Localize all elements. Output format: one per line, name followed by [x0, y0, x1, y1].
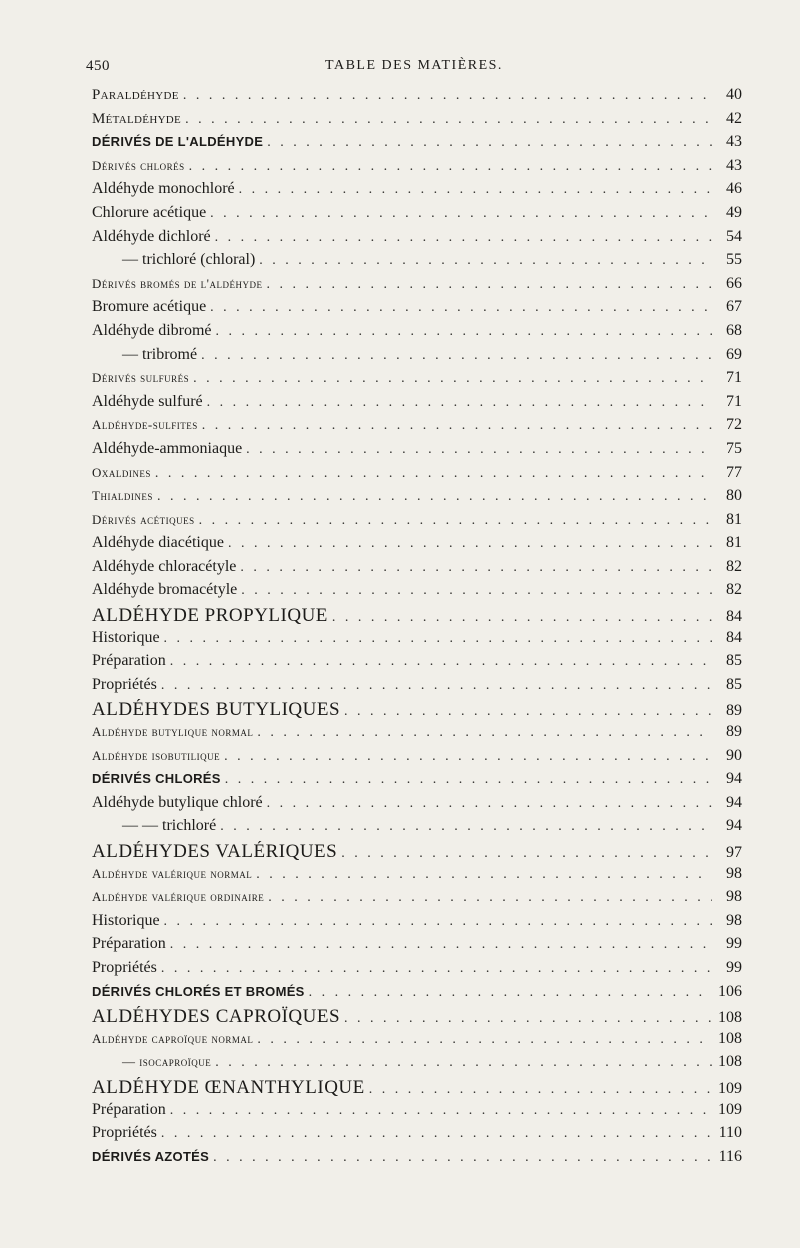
toc-entry: [92, 440, 742, 464]
toc-entry: [92, 1077, 742, 1101]
toc-entry-label: Propriétés: [92, 958, 157, 976]
toc-entry: [92, 298, 742, 322]
dot-leader: [161, 1126, 712, 1142]
toc-entry-page: 81: [726, 510, 742, 528]
toc-entry-page: 110: [718, 1124, 742, 1142]
toc-entry-label: Aldéhyde-sulfites: [92, 417, 198, 433]
dot-leader: [257, 725, 712, 741]
dot-leader: [202, 418, 712, 434]
toc-entry: [92, 133, 742, 157]
dot-leader: [216, 324, 712, 340]
page-header: [86, 58, 742, 82]
dot-leader: [199, 513, 712, 529]
toc-entry: [92, 605, 742, 629]
toc-entry: [92, 204, 742, 228]
dot-leader: [224, 749, 712, 765]
dot-leader: [228, 536, 712, 552]
toc-entry: [92, 275, 742, 299]
toc-entry: [92, 1006, 742, 1030]
toc-entry: [92, 676, 742, 700]
dot-leader: [164, 914, 712, 930]
dot-leader: [170, 1103, 712, 1119]
running-title: TABLE DES MATIÈRES.: [325, 58, 503, 73]
dot-leader: [170, 654, 712, 670]
toc-entry-page: 106: [718, 982, 742, 1000]
toc-entry: [92, 369, 742, 393]
dot-leader: [157, 489, 712, 505]
toc-entry: [92, 912, 742, 936]
toc-entry-page: 67: [726, 298, 742, 316]
toc-entry-page: 108: [718, 1029, 742, 1047]
toc-entry: [92, 652, 742, 676]
toc-entry-page: 99: [726, 935, 742, 953]
toc-entry-label: Propriétés: [92, 675, 157, 693]
toc-entry-page: 109: [718, 1100, 742, 1118]
toc-entry-page: 84: [726, 608, 742, 626]
toc-entry-label: DÉRIVÉS CHLORÉS ET BROMÉS: [92, 983, 305, 999]
toc-entry-label: DÉRIVÉS AZOTÉS: [92, 1148, 210, 1164]
dot-leader: [164, 631, 712, 647]
toc-entry-label: Aldéhyde butylique chloré: [92, 793, 263, 811]
dot-leader: [266, 277, 712, 293]
toc-entry-label: Dérivés bromés de l'aldéhyde: [92, 275, 263, 291]
toc-entry-page: 46: [726, 180, 742, 198]
toc-entry-label: Métaldéhyde: [92, 110, 182, 127]
toc-entry-page: 80: [726, 487, 742, 505]
toc-entry: [92, 581, 742, 605]
dot-leader: [210, 300, 712, 316]
toc-entry: [92, 935, 742, 959]
toc-entry-page: 66: [726, 274, 742, 292]
toc-entry-page: 42: [726, 109, 742, 127]
dot-leader: [309, 985, 712, 1001]
toc-entry-label: Aldéhyde valérique normal: [92, 865, 253, 881]
toc-entry-label: Aldéhyde bromacétyle: [92, 581, 238, 599]
dot-leader: [267, 135, 712, 151]
dot-leader: [332, 610, 712, 626]
toc-entry-label: Aldéhyde isobutilique: [92, 747, 221, 763]
toc-entry-page: 90: [726, 746, 742, 764]
toc-entry-page: 99: [726, 958, 742, 976]
toc-entry: [92, 983, 742, 1007]
toc-entry-page: 43: [726, 133, 742, 151]
dot-leader: [267, 796, 712, 812]
dot-leader: [185, 112, 712, 128]
toc-entry: [92, 770, 742, 794]
toc-entry: [92, 86, 742, 110]
toc-entry-page: 85: [726, 652, 742, 670]
toc-entry-page: 94: [726, 817, 742, 835]
dot-leader: [240, 560, 712, 576]
dot-leader: [155, 466, 712, 482]
toc-entry-page: 81: [726, 534, 742, 552]
dot-leader: [220, 819, 712, 835]
toc-entry: [92, 322, 742, 346]
toc-entry: [92, 346, 742, 370]
toc-entry: [92, 416, 742, 440]
toc-entry-page: 108: [718, 1009, 742, 1027]
toc-entry-label: Chlorure acétique: [92, 203, 207, 221]
toc-entry-page: 43: [726, 156, 742, 174]
toc-entry: [92, 841, 742, 865]
toc-entry-page: 98: [726, 864, 742, 882]
toc-entry-page: 94: [726, 793, 742, 811]
dot-leader: [257, 1032, 712, 1048]
dot-leader: [210, 206, 712, 222]
toc-entry: [92, 558, 742, 582]
toc-entry: [92, 464, 742, 488]
toc-entry-page: 71: [726, 369, 742, 387]
toc-entry-page: 72: [726, 416, 742, 434]
toc-entry-label: Aldéhyde valérique ordinaire: [92, 889, 265, 905]
toc-entry-label: Historique: [92, 911, 160, 929]
toc-entry-page: 98: [726, 911, 742, 929]
dot-leader: [215, 230, 712, 246]
toc-entry-page: 84: [726, 628, 742, 646]
toc-entry: [92, 251, 742, 275]
dot-leader: [225, 772, 712, 788]
toc-entry: [92, 1101, 742, 1125]
toc-entry-label: ALDÉHYDES BUTYLIQUES: [92, 699, 341, 721]
toc-entry-label: Historique: [92, 628, 160, 646]
toc-entry: [92, 1053, 742, 1077]
toc-entry-label: ALDÉHYDES VALÉRIQUES: [92, 841, 338, 862]
toc-entry-label: — isocaproïque: [122, 1054, 212, 1070]
toc-entry-label: DÉRIVÉS DE L'ALDÉHYDE: [92, 134, 264, 150]
dot-leader: [268, 890, 712, 906]
toc-entry-label: Paraldéhyde: [92, 87, 179, 103]
toc-entry-page: 98: [726, 888, 742, 906]
toc-entry: [92, 157, 742, 181]
toc-entry: [92, 888, 742, 912]
toc-entry-label: — trichloré (chloral): [122, 251, 256, 269]
toc-entry-label: DÉRIVÉS CHLORÉS: [92, 771, 221, 787]
toc-entry: [92, 1148, 742, 1172]
toc-entry-page: 116: [718, 1147, 742, 1165]
toc-entry: [92, 487, 742, 511]
toc-entry-label: ALDÉHYDE PROPYLIQUE: [92, 605, 328, 627]
toc-entry-page: 49: [726, 203, 742, 221]
dot-leader: [344, 1011, 712, 1027]
toc-entry-label: Dérivés chlorés: [92, 157, 185, 173]
page-number: 450: [86, 58, 110, 74]
toc-entry: [92, 228, 742, 252]
toc-entry: [92, 699, 742, 723]
toc-entry-label: Dérivés sulfurés: [92, 370, 190, 386]
toc-entry: [92, 180, 742, 204]
toc-entry-label: ALDÉHYDE ŒNANTHYLIQUE: [92, 1076, 365, 1098]
toc-entry-page: 69: [726, 345, 742, 363]
toc-entry-label: Oxaldines: [92, 464, 151, 480]
toc-entry-page: 40: [726, 86, 742, 103]
toc-entry-page: 109: [718, 1079, 742, 1097]
dot-leader: [161, 961, 712, 977]
toc-entry-label: ALDÉHYDES CAPROÏQUES: [92, 1006, 341, 1028]
toc-entry-page: 94: [726, 770, 742, 788]
toc-entry-label: Propriétés: [92, 1124, 157, 1142]
toc-entry-page: 97: [726, 844, 742, 861]
toc-entry-label: Aldéhyde butylique normal: [92, 724, 254, 740]
dot-leader: [239, 182, 712, 198]
toc-entry: [92, 511, 742, 535]
toc-entry-page: 54: [726, 227, 742, 245]
toc-entry: [92, 110, 742, 134]
toc-entry-page: 89: [726, 723, 742, 741]
toc-entry-label: Thialdines: [92, 488, 153, 504]
toc-entry-label: Dérivés acétiques: [92, 511, 195, 527]
toc-entry-label: Aldéhyde dibromé: [92, 321, 212, 339]
toc-entry: [92, 959, 742, 983]
toc-entry: [92, 1030, 742, 1054]
dot-leader: [256, 867, 712, 883]
toc-entry-label: Aldéhyde dichloré: [92, 227, 211, 245]
toc-entry-label: Préparation: [92, 1100, 166, 1118]
dot-leader: [215, 1055, 712, 1071]
dot-leader: [170, 937, 712, 953]
toc-entry-page: 71: [726, 392, 742, 410]
dot-leader: [369, 1082, 712, 1098]
toc-entry: [92, 1124, 742, 1148]
toc-entry: [92, 865, 742, 889]
dot-leader: [241, 583, 712, 599]
toc-entry-label: Aldéhyde chloracétyle: [92, 557, 237, 575]
toc-entry-page: 68: [726, 321, 742, 339]
toc-entry-label: Aldéhyde diacétique: [92, 534, 224, 552]
dot-leader: [207, 395, 712, 411]
toc-entry-label: Aldéhyde-ammoniaque: [92, 439, 243, 457]
dot-leader: [344, 704, 712, 720]
toc-entry-page: 108: [718, 1053, 742, 1071]
toc-entry-page: 85: [726, 675, 742, 693]
toc-entry-label: — — trichloré: [122, 817, 217, 835]
toc-entry-label: Aldéhyde monochloré: [92, 180, 235, 198]
toc-entry-page: 82: [726, 581, 742, 599]
toc-entry-label: Préparation: [92, 652, 166, 670]
toc-entry-label: Aldéhyde caproïque normal: [92, 1030, 254, 1046]
toc-entry-page: 89: [726, 702, 742, 720]
toc-entry: [92, 393, 742, 417]
toc-entry-page: 55: [726, 251, 742, 269]
toc-entry-page: 77: [726, 463, 742, 481]
toc-entry-label: Bromure acétique: [92, 298, 207, 316]
toc-entry: [92, 794, 742, 818]
toc-entry: [92, 723, 742, 747]
toc-entry: [92, 534, 742, 558]
dot-leader: [201, 348, 712, 364]
toc-entry-page: 75: [726, 439, 742, 457]
dot-leader: [193, 371, 712, 387]
toc-entry-label: — tribromé: [122, 345, 198, 363]
dot-leader: [213, 1150, 712, 1166]
toc-entry-page: 82: [726, 557, 742, 575]
toc-entry: [92, 747, 742, 771]
toc-entry: [92, 629, 742, 653]
toc-entry: [92, 817, 742, 841]
dot-leader: [161, 678, 712, 694]
toc-entry-label: Aldéhyde sulfuré: [92, 392, 203, 410]
table-of-contents: [92, 86, 742, 1171]
dot-leader: [341, 846, 712, 862]
dot-leader: [189, 159, 712, 175]
dot-leader: [246, 442, 712, 458]
toc-entry-label: Préparation: [92, 935, 166, 953]
dot-leader: [183, 88, 712, 104]
dot-leader: [259, 253, 712, 269]
